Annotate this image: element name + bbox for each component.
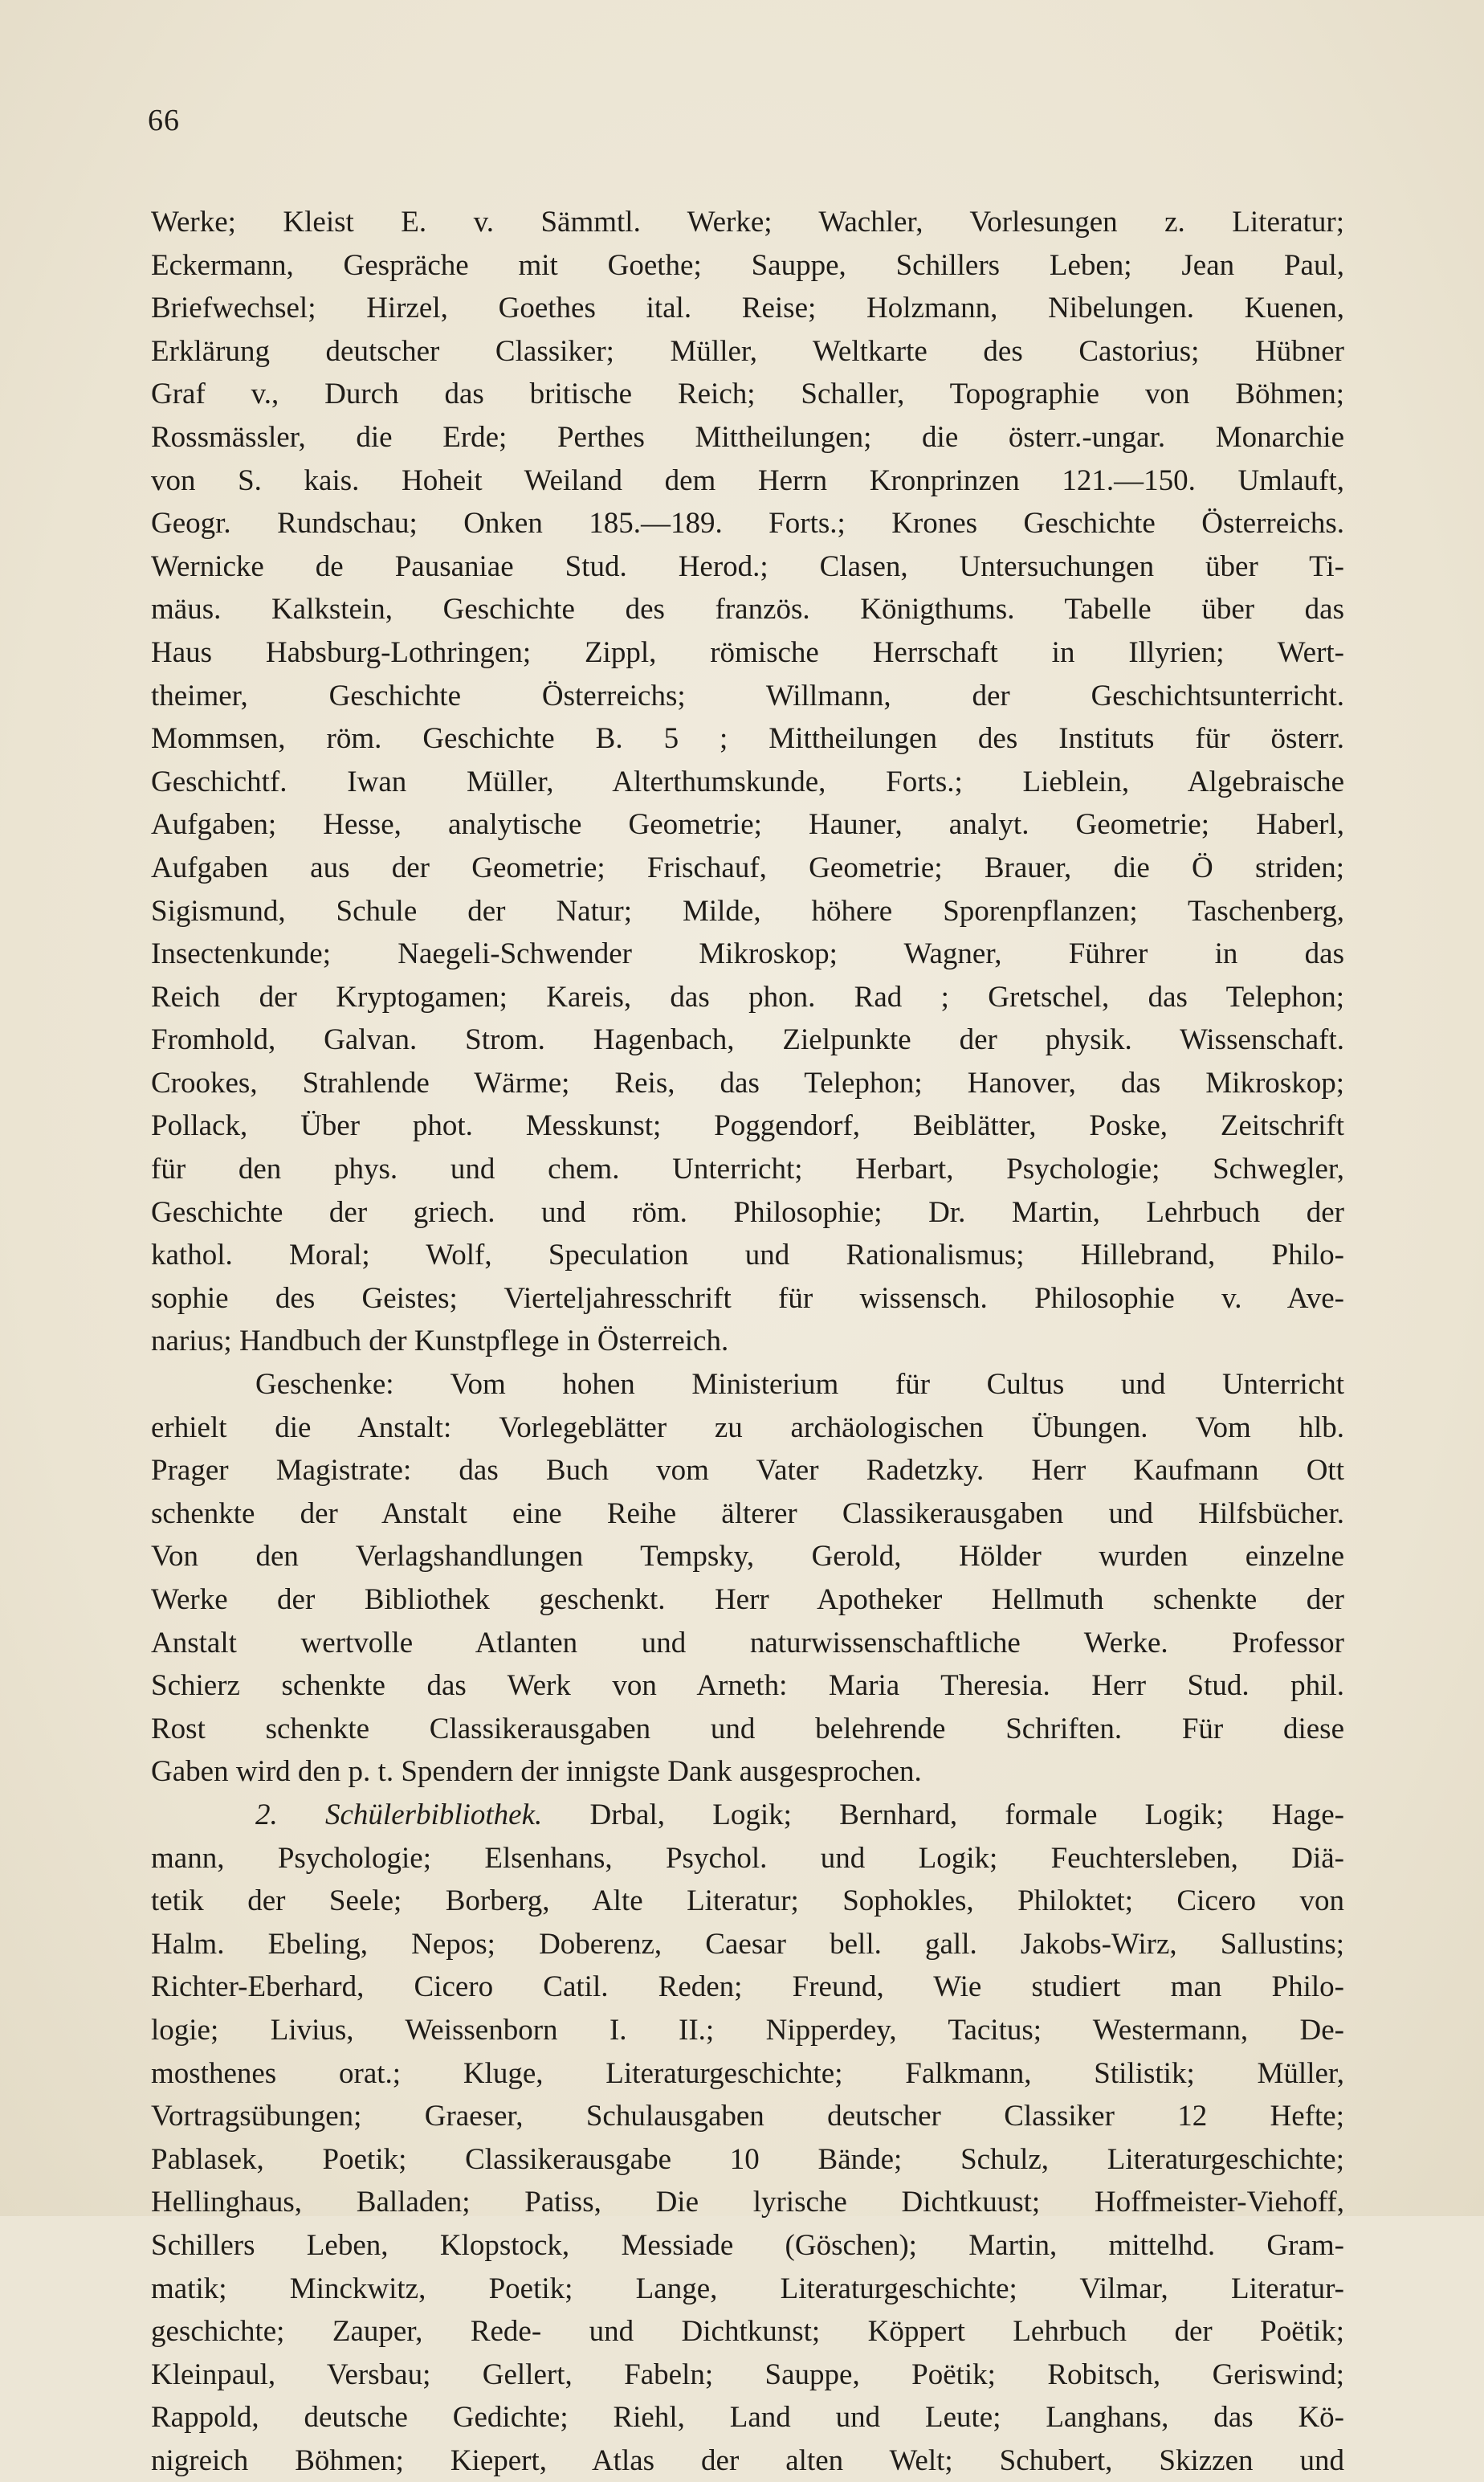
text-line: Geschichtf. Iwan Müller, Alterthumskunde, Forts.; Lieblein, Algebraische [151,765,1344,798]
text-line: Hellinghaus, Balladen; Patiss, Die lyrische Dichtkuust; Hoffmeister-Viehoff, [151,2186,1344,2219]
text-line [151,1794,1344,1837]
text-line: Vortragsübungen; Graeser, Schulausgaben deutscher Classiker 12 Hefte; [151,2100,1344,2133]
text-line: mann, Psychologie; Elsenhans, Psychol. und Logik; Feuchtersleben, Diä- [151,1841,1344,1875]
text-line: Eckermann, Gespräche mit Goethe; Sauppe, Schillers Leben; Jean Paul, [151,248,1344,282]
text-line: Von den Verlagshandlungen Tempsky, Gerold, Hölder wurden einzelne [151,1540,1344,1574]
text-line: Richter-Eberhard, Cicero Catil. Reden; Freund, Wie studiert man Philo- [151,1970,1344,2004]
text-line: Werke der Bibliothek geschenkt. Herr Apotheker Hellmuth schenkte der [151,1583,1344,1616]
text-line: schenkte der Anstalt eine Reihe älterer Classikerausgaben und Hilfsbücher. [151,1496,1344,1530]
text-line: Halm. Ebeling, Nepos; Doberenz, Caesar bell. gall. Jakobs-Wirz, Sallustins; [151,1927,1344,1961]
text-line: Insectenkunde; Naegeli-Schwender Mikroskop; Wagner, Führer in das [151,937,1344,971]
text-line: Haus Habsburg-Lothringen; Zippl, römische Herrschaft in Illyrien; Wert- [151,635,1344,669]
text-line: tetik der Seele; Borberg, Alte Literatur; Sophokles, Philoktet; Cicero von [151,1884,1344,1918]
text-line: nigreich Böhmen; Kiepert, Atlas der alten Welt; Schubert, Skizzen und [151,2443,1344,2477]
text-line: Geschenke: Vom hohen Ministerium für Cultus und Unterricht [255,1368,1344,1402]
text-line: Rossmässler, die Erde; Perthes Mittheilungen; die österr.-ungar. Monarchie [151,420,1344,454]
text-line: Mommsen, röm. Geschichte B. 5 ; Mittheilungen des Instituts für österr. [151,722,1344,756]
text-line: geschichte; Zauper, Rede- und Dichtkunst; Köppert Lehrbuch der Poëtik; [151,2315,1344,2349]
paragraph-library-list [151,201,1344,1363]
text-line: mäus. Kalkstein, Geschichte des französ. Königthums. Tabelle über das [151,593,1344,627]
text-line: Pablasek, Poetik; Classikerausgabe 10 Bände; Schulz, Literaturgeschichte; [151,2142,1344,2176]
text-line: Werke; Kleist E. v. Sämmtl. Werke; Wachler, Vorlesungen z. Literatur; [151,206,1344,239]
text-line: Reich der Kryptogamen; Kareis, das phon. Rad ; Gretschel, das Telephon; [151,980,1344,1014]
text-line: Briefwechsel; Hirzel, Goethes ital. Reise; Holzmann, Nibelungen. Kuenen, [151,292,1344,325]
text-line: Geschichte der griech. und röm. Philosophie; Dr. Martin, Lehrbuch der [151,1195,1344,1229]
paragraph-schuelerbibliothek [151,1794,1344,2482]
section-title: 2. Schülerbibliothek. [255,1798,543,1831]
text-line: mosthenes orat.; Kluge, Literaturgeschichte; Falkmann, Stilistik; Müller, [151,2056,1344,2090]
text-line: Prager Magistrate: das Buch vom Vater Radetzky. Herr Kaufmann Ott [151,1454,1344,1488]
text-line: narius; Handbuch der Kunstpflege in Österreich. [151,1325,729,1358]
text-line: sophie des Geistes; Vierteljahresschrift für wissensch. Philosophie v. Ave- [151,1281,1344,1315]
paragraph-geschenke [151,1363,1344,1794]
text-line: erhielt die Anstalt: Vorlegeblätter zu archäologischen Übungen. Vom hlb. [151,1410,1344,1444]
page-number: 66 [148,104,180,137]
text-line: Crookes, Strahlende Wärme; Reis, das Telephon; Hanover, das Mikroskop; [151,1066,1344,1100]
text-line: theimer, Geschichte Österreichs; Willmann, der Geschichtsunterricht. [151,679,1344,712]
text-line: kathol. Moral; Wolf, Speculation und Rationalismus; Hillebrand, Philo- [151,1239,1344,1272]
text-line: Geogr. Rundschau; Onken 185.—189. Forts.; Krones Geschichte Österreichs. [151,507,1344,541]
text-line: Wernicke de Pausaniae Stud. Herod.; Clasen, Untersuchungen über Ti- [151,549,1344,583]
text-line: logie; Livius, Weissenborn I. II.; Nipperdey, Tacitus; Westermann, De- [151,2013,1344,2047]
text-line: Rost schenkte Classikerausgaben und belehrende Schriften. Für diese [151,1712,1344,1745]
text-line: Rappold, deutsche Gedichte; Riehl, Land und Leute; Langhans, das Kö- [151,2401,1344,2435]
text-line: Aufgaben; Hesse, analytische Geometrie; Hauner, analyt. Geometrie; Haberl, [151,808,1344,842]
text-line: von S. kais. Hoheit Weiland dem Herrn Kronprinzen 121.—150. Umlauft, [151,463,1344,497]
text-line: für den phys. und chem. Unterricht; Herbart, Psychologie; Schwegler, [151,1153,1344,1186]
text-line: Fromhold, Galvan. Strom. Hagenbach, Zielpunkte der physik. Wissenschaft. [151,1023,1344,1057]
text-line: Schillers Leben, Klopstock, Messiade (Göschen); Martin, mittelhd. Gram- [151,2228,1344,2262]
text-line: Anstalt wertvolle Atlanten und naturwissenschaftliche Werke. Professor [151,1626,1344,1659]
text-line: matik; Minckwitz, Poetik; Lange, Literaturgeschichte; Vilmar, Literatur- [151,2272,1344,2305]
text-line: Graf v., Durch das britische Reich; Schaller, Topographie von Böhmen; [151,378,1344,411]
text-line: Aufgaben aus der Geometrie; Frischauf, Geometrie; Brauer, die Ö striden; [151,851,1344,884]
text-line: Pollack, Über phot. Messkunst; Poggendorf, Beiblätter, Poske, Zeitschrift [151,1109,1344,1143]
text-line-rest: Drbal, Logik; Bernhard, formale Logik; Hage- [589,1798,1344,1831]
text-line: Schierz schenkte das Werk von Arneth: Maria Theresia. Herr Stud. phil. [151,1669,1344,1703]
text-line: Erklärung deutscher Classiker; Müller, Weltkarte des Castorius; Hübner [151,334,1344,368]
text-line: Kleinpaul, Versbau; Gellert, Fabeln; Sauppe, Poëtik; Robitsch, Geriswind; [151,2357,1344,2391]
text-line: Gaben wird den p. t. Spendern der innigste Dank ausgesprochen. [151,1755,922,1789]
body-text [151,201,1344,2482]
text-line: Sigismund, Schule der Natur; Milde, höhere Sporenpflanzen; Taschenberg, [151,894,1344,928]
